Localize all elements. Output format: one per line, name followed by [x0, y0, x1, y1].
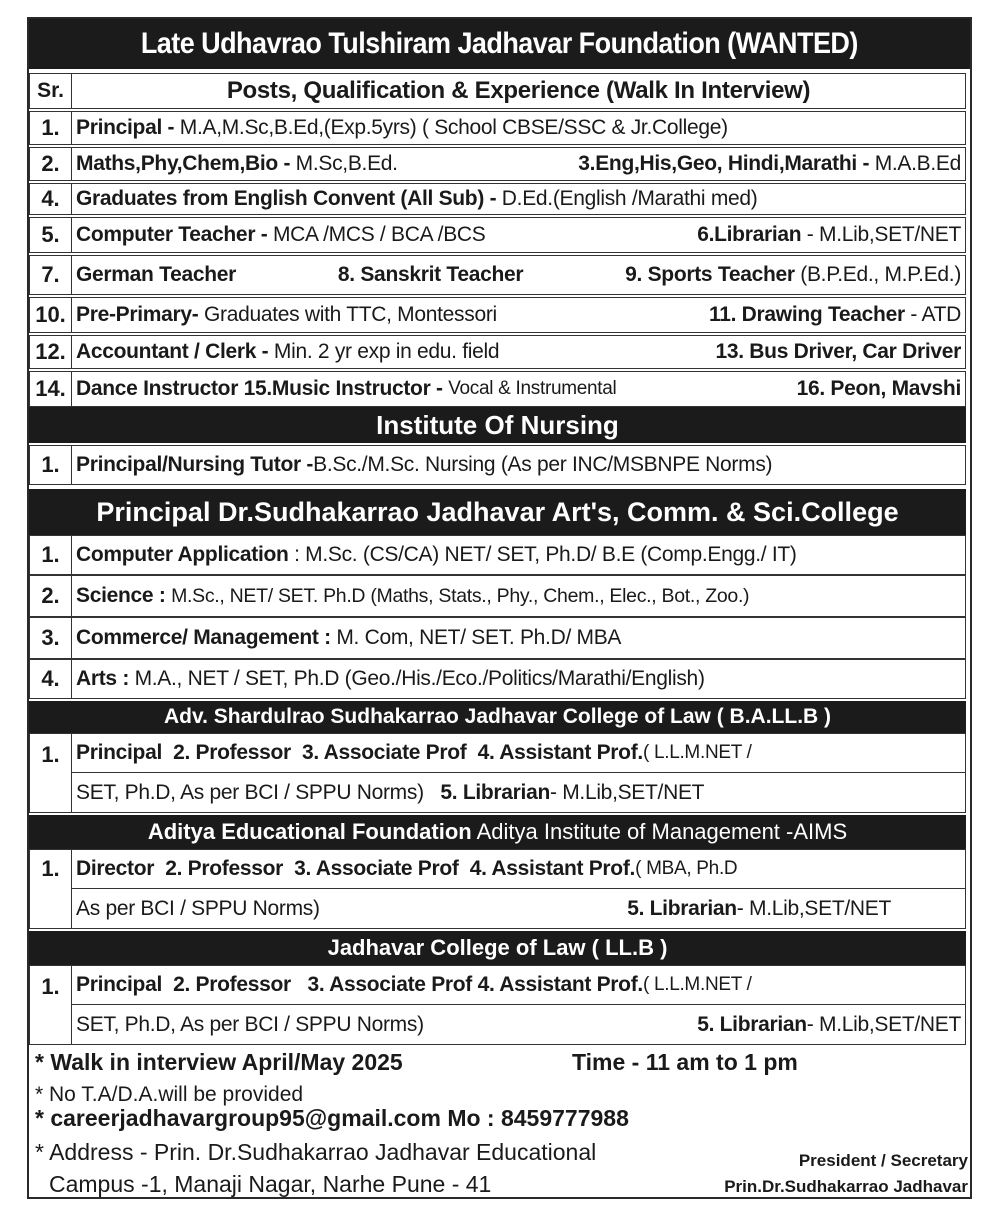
post-name: Accountant / Clerk - [76, 340, 274, 363]
nursing-heading-text: Institute Of Nursing [376, 410, 619, 440]
assistant-prof-qualification: ( MBA, Ph.D [635, 858, 738, 879]
row-number: 7. [30, 256, 72, 294]
list-item [29, 217, 966, 253]
address-line-2: Campus -1, Manaji Nagar, Narhe Pune - 41 [49, 1171, 492, 1197]
table-header-title: Posts, Qualification & Experience (Walk In Interview) [226, 77, 811, 104]
list-item [29, 575, 966, 617]
aims-heading [29, 815, 966, 849]
post-professor: 2. Professor [173, 973, 291, 996]
post-qualification: (B.P.Ed., M.P.Ed.) [800, 263, 962, 286]
contact-info[interactable]: * careerjadhavargroup95@gmail.com Mo : 8459777988 [35, 1105, 629, 1131]
row-number: 1. [30, 446, 72, 484]
assistant-prof-qualification: ( L.L.M.NET / [642, 742, 752, 763]
department-qualification: M.Sc., NET/ SET. Ph.D (Maths, Stats., Phy., Chem., Elec., Bot., Zoo.) [171, 584, 750, 607]
department-qualification: M. Com, NET/ SET. Ph.D/ MBA [336, 626, 622, 649]
row-number: 5. [30, 218, 72, 252]
post-qualification: MCA /MCS / BCA /BCS [272, 223, 486, 246]
post-name: Principal/Nursing Tutor - [76, 453, 314, 476]
department-qualification: M.A., NET / SET, Ph.D (Geo./His./Eco./Politics/Marathi/English) [134, 667, 705, 690]
row-number: 3. [30, 618, 72, 658]
row-number: 2. [30, 576, 72, 616]
post-name: 13. Bus Driver, Car Driver [715, 340, 961, 363]
row-number: 2. [30, 148, 72, 180]
post-assistant-prof: 4. Assistant Prof. [477, 973, 643, 996]
qualification-norms: SET, Ph.D, As per BCI / SPPU Norms) [76, 1013, 424, 1036]
librarian-qualification: - M.Lib,SET/NET [736, 897, 891, 920]
post-name: 11. Drawing Teacher [709, 303, 905, 326]
ad-title: Late Udhavrao Tulshiram Jadhavar Foundation (WANTED) [140, 27, 858, 60]
post-librarian: 5. Librarian [440, 781, 550, 804]
ad-title-banner [29, 19, 970, 69]
list-item [29, 297, 966, 333]
signatory-role: President / Secretary [798, 1151, 968, 1170]
row-number: 1. [30, 536, 72, 574]
list-item [29, 147, 966, 181]
job-advertisement [27, 17, 972, 1199]
department-name: Science : [76, 584, 172, 607]
post-qualification: D.Ed.(English /Marathi med) [501, 187, 758, 210]
llb-block [29, 965, 966, 1045]
post-principal: Principal [76, 741, 162, 764]
nursing-heading [29, 407, 966, 443]
address-line-1: * Address - Prin. Dr.Sudhakarrao Jadhavar Educational [35, 1139, 597, 1165]
row-number: 10. [30, 298, 72, 332]
walk-in-date: * Walk in interview April/May 2025 [35, 1049, 403, 1075]
ballb-heading [29, 701, 966, 733]
list-item [29, 335, 966, 369]
post-director: Director [76, 857, 155, 880]
department-qualification: : M.Sc. (CS/CA) NET/ SET, Ph.D/ B.E (Comp.Engg./ IT) [288, 543, 797, 566]
post-assistant-prof: 4. Assistant Prof. [469, 857, 636, 880]
post-associate-prof: 3. Associate Prof [294, 857, 459, 880]
list-item [29, 255, 966, 295]
librarian-qualification: - M.Lib,SET/NET [549, 781, 705, 804]
row-number: 4. [30, 660, 72, 698]
post-librarian: 5. Librarian [627, 897, 737, 920]
post-name: German Teacher [76, 263, 236, 286]
post-qualification: M.A,M.Sc,B.Ed,(Exp.5yrs) ( School CBSE/SSC & Jr.College) [179, 116, 728, 139]
row-number: 14. [30, 372, 72, 406]
post-professor: 2. Professor [173, 741, 291, 764]
post-name: 6.Librarian [697, 223, 802, 246]
row-number: 1. [30, 112, 72, 144]
post-assistant-prof: 4. Assistant Prof. [477, 741, 643, 764]
assistant-prof-qualification: ( L.L.M.NET / [642, 974, 752, 995]
college-heading [29, 489, 966, 535]
llb-heading [29, 931, 966, 965]
aims-block [29, 849, 966, 929]
department-name: Commerce/ Management : [76, 626, 337, 649]
list-item [29, 111, 966, 145]
post-name: Pre-Primary- [76, 303, 204, 326]
signatory-name: Prin.Dr.Sudhakarrao Jadhavar [724, 1177, 968, 1196]
list-item [29, 371, 966, 407]
post-principal: Principal [76, 973, 162, 996]
row-number: 12. [30, 336, 72, 368]
interview-time: Time - 11 am to 1 pm [572, 1049, 798, 1075]
aims-heading-institute: Aditya Institute of Management -AIMS [471, 819, 848, 844]
table-header-row [29, 73, 966, 109]
row-number: 1. [30, 966, 72, 1044]
post-associate-prof: 3. Associate Prof [301, 741, 467, 764]
college-heading-text: Principal Dr.Sudhakarrao Jadhavar Art's, Comm. & Sci.College [96, 497, 899, 527]
no-ta-da-note: * No T.A/D.A.will be provided [35, 1083, 304, 1106]
post-name: 3.Eng,His,Geo, Hindi,Marathi - [578, 152, 875, 175]
post-qualification: Min. 2 yr exp in edu. field [273, 340, 500, 363]
qualification-norms: As per BCI / SPPU Norms) [76, 897, 320, 920]
list-item [29, 535, 966, 575]
row-number: 4. [30, 184, 72, 214]
post-associate-prof: 3. Associate Prof [307, 973, 473, 996]
post-name: 9. Sports Teacher [625, 263, 801, 286]
department-name: Computer Application [76, 543, 289, 566]
post-professor: 2. Professor [165, 857, 283, 880]
list-item [29, 445, 966, 485]
post-name: 16. Peon, Mavshi [796, 377, 961, 400]
librarian-qualification: - M.Lib,SET/NET [806, 1013, 961, 1036]
ballb-heading-text: Adv. Shardulrao Sudhakarrao Jadhavar College of Law ( B.A.LL.B ) [163, 705, 832, 728]
row-number: 1. [30, 850, 72, 928]
post-name: Computer Teacher - [76, 223, 273, 246]
llb-heading-text: Jadhavar College of Law ( LL.B ) [327, 935, 668, 960]
aims-heading-org: Aditya Educational Foundation [147, 819, 472, 844]
post-qualification: Graduates with TTC, Montessori [204, 303, 497, 326]
list-item [29, 659, 966, 699]
row-number: 1. [30, 734, 72, 812]
post-qualification: Vocal & Instrumental [448, 378, 617, 399]
post-name: Graduates from English Convent (All Sub) - [76, 187, 502, 210]
post-qualification: - M.Lib,SET/NET [801, 223, 961, 246]
qualification-norms: SET, Ph.D, As per BCI / SPPU Norms) [76, 781, 424, 804]
post-librarian: 5. Librarian [697, 1013, 807, 1036]
list-item [29, 183, 966, 215]
post-qualification: - ATD [904, 303, 961, 326]
post-qualification: B.Sc./M.Sc. Nursing (As per INC/MSBNPE Norms) [313, 453, 773, 476]
post-name: 8. Sanskrit Teacher [337, 263, 524, 286]
post-name: Dance Instructor 15.Music Instructor - [76, 377, 449, 400]
post-name: Principal - [76, 116, 180, 139]
department-name: Arts : [76, 667, 135, 690]
post-name: Maths,Phy,Chem,Bio - [76, 152, 296, 175]
sr-header: Sr. [30, 74, 72, 108]
post-qualification: M.Sc,B.Ed. [295, 152, 398, 175]
post-qualification: M.A.B.Ed [874, 152, 961, 175]
list-item [29, 617, 966, 659]
